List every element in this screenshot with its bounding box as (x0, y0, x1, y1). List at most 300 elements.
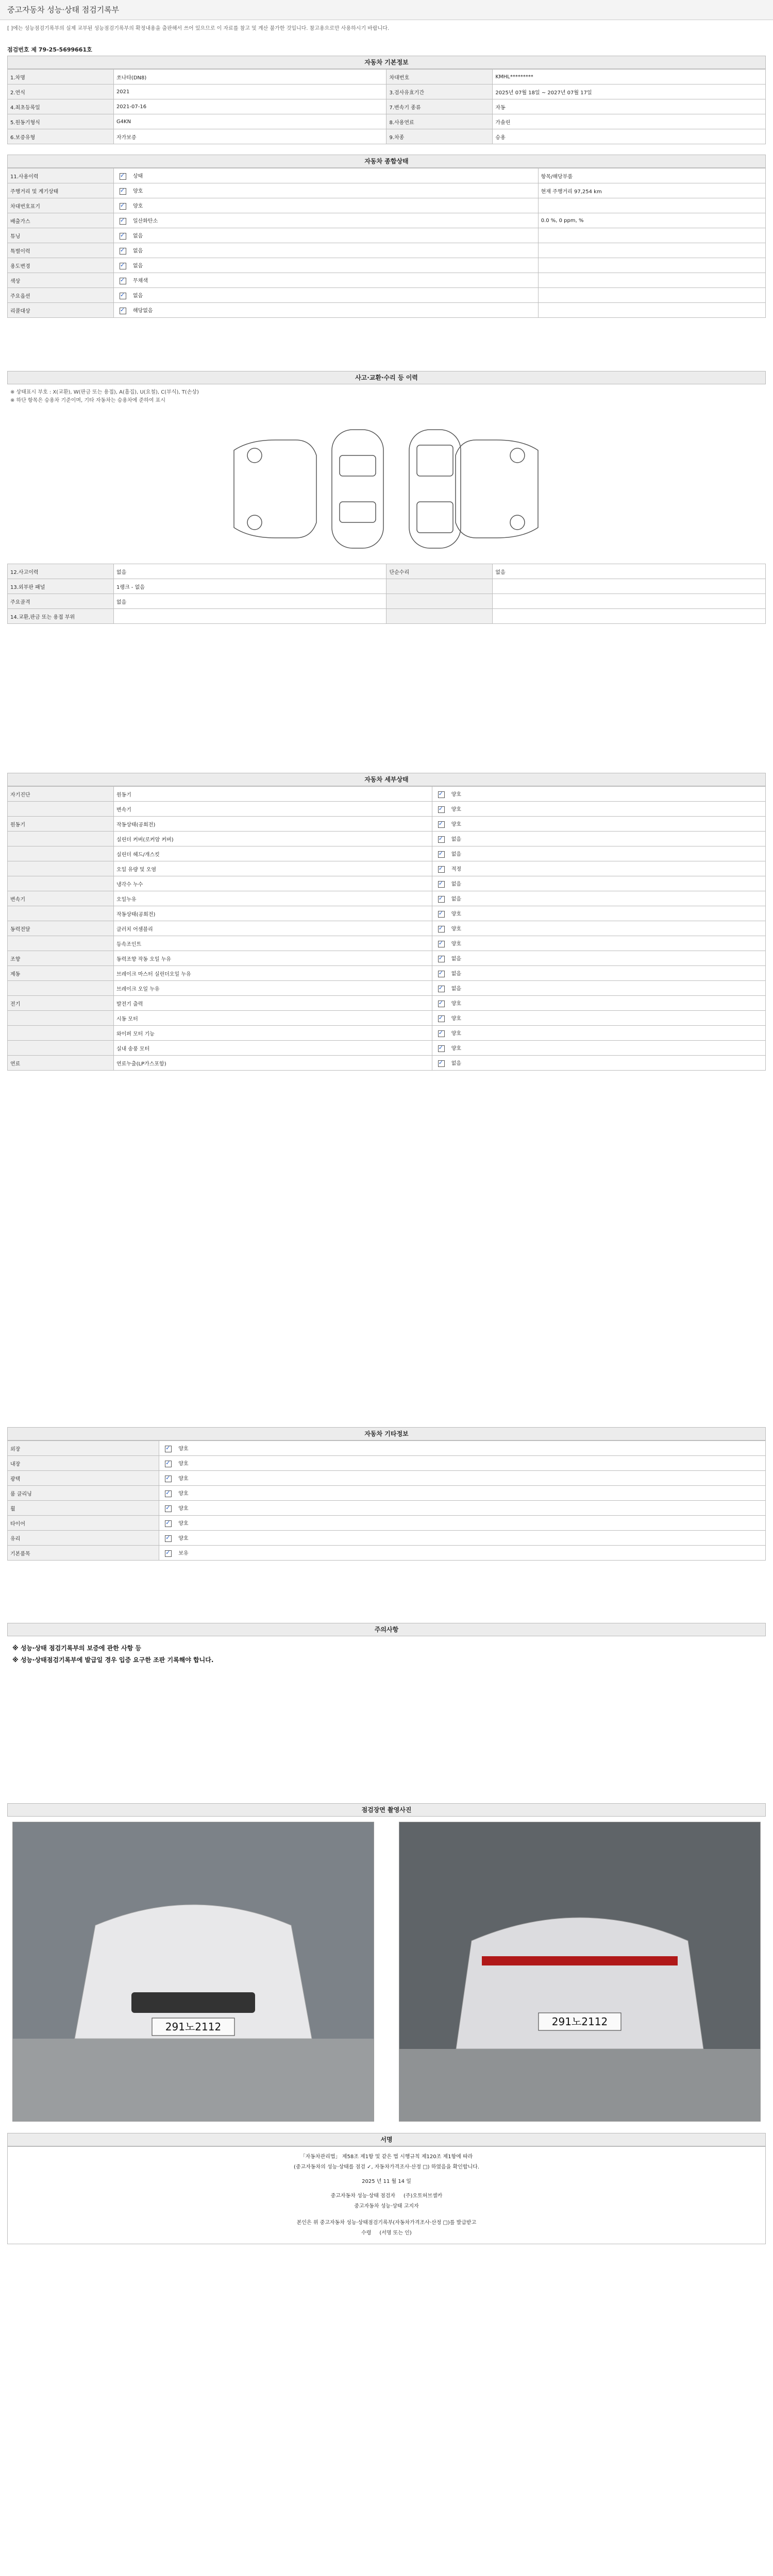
other-row (8, 1501, 766, 1516)
status-state-cell (113, 183, 538, 198)
other-label: 내장 (8, 1456, 159, 1471)
detail-state: 없음 (451, 837, 462, 843)
basic-value: 자동 (493, 99, 766, 114)
status-note (538, 288, 765, 303)
detail-state: 적정 (451, 867, 462, 873)
status-row (8, 258, 766, 273)
caution-final: ※ 성능·상태점검기록부에 발급일 경우 입증 요구한 조판 기록해야 합니다. (12, 1656, 214, 1664)
damage-legend-note: ※ 하단 항목은 승용차 기준이며, 기타 자동차는 승용차에 준하여 표시 (10, 398, 165, 403)
status-check (116, 248, 128, 255)
detail-check (435, 851, 446, 858)
status-note: 현재 주행거리 97,254 km (538, 183, 765, 198)
front-plate-text: 291노2112 (165, 2021, 222, 2033)
checkbox-icon (438, 821, 445, 828)
detail-state-cell (432, 787, 765, 802)
detail-state-cell (432, 817, 765, 832)
status-label: 배출가스 (8, 213, 114, 228)
detail-state: 양호 (451, 911, 462, 918)
detail-state-cell (432, 1026, 765, 1041)
detail-row (8, 1041, 766, 1056)
detail-check (435, 941, 446, 947)
detail-item: 실린더 헤드/개스킷 (113, 846, 432, 861)
checkbox-icon (120, 233, 126, 240)
checkbox-icon (438, 851, 445, 858)
basic-info-table (7, 69, 766, 144)
status-row (8, 243, 766, 258)
basic-info-section (7, 56, 766, 144)
checkbox-icon (120, 278, 126, 284)
damage-value2 (493, 594, 766, 609)
rear-photo (399, 1822, 761, 2122)
status-state: 양호 (132, 204, 143, 210)
status-state: 상태 (132, 174, 143, 180)
status-label: 특별이력 (8, 243, 114, 258)
detail-group (8, 1011, 114, 1026)
other-state: 양호 (178, 1521, 189, 1527)
caution-heading: 주의사항 (7, 1623, 766, 1636)
checkbox-icon (120, 203, 126, 210)
detail-check (435, 881, 446, 888)
basic-value: KMHL********* (493, 70, 766, 84)
status-note: 0.0 %, 0 ppm, % (538, 213, 765, 228)
detail-row (8, 966, 766, 981)
status-state-cell (113, 273, 538, 288)
basic-label: 9.차종 (386, 129, 493, 144)
status-label: 주행거리 및 계기상태 (8, 183, 114, 198)
detail-row (8, 981, 766, 996)
signature-owner-line: 본인은 위 중고자동차 성능·상태점검기록부(자동차가격조사·산정 □)를 발급받고 (296, 2220, 477, 2226)
other-check (162, 1520, 173, 1527)
detail-item: 발전기 출력 (113, 996, 432, 1011)
status-row (8, 213, 766, 228)
status-state-cell (113, 168, 538, 183)
damage-legend (7, 384, 766, 409)
detail-row (8, 802, 766, 817)
detail-state: 없음 (451, 1061, 462, 1067)
detail-row (8, 996, 766, 1011)
basic-row (8, 84, 766, 99)
basic-label: 1.차명 (8, 70, 114, 84)
detail-state: 양호 (451, 1016, 462, 1022)
other-row (8, 1531, 766, 1546)
signature-line2: (중고자동차의 성능·상태를 점검 ✓, 자동차가격조사·산정 □) 하였음을 확인합니다. (293, 2164, 480, 2170)
other-state-cell (159, 1516, 766, 1531)
detail-item: 등속조인트 (113, 936, 432, 951)
damage-value2 (493, 609, 766, 624)
detail-row (8, 861, 766, 876)
status-heading: 자동차 종합상태 (7, 155, 766, 168)
signature-section (7, 2133, 766, 2244)
damage-row (8, 594, 766, 609)
title-bar (0, 0, 773, 20)
damage-label2: 단순수리 (386, 564, 493, 579)
damage-label: 주요골격 (8, 594, 114, 609)
checkbox-icon (438, 896, 445, 903)
other-row (8, 1471, 766, 1486)
status-note (538, 198, 765, 213)
detail-state-cell (432, 966, 765, 981)
damage-label: 12.사고이력 (8, 564, 114, 579)
other-state-cell (159, 1456, 766, 1471)
detail-row (8, 906, 766, 921)
detail-item: 동력조향 작동 오일 누유 (113, 951, 432, 966)
damage-value2: 없음 (493, 564, 766, 579)
detail-item: 작동상태(공회전) (113, 906, 432, 921)
detail-item: 냉각수 누수 (113, 876, 432, 891)
damage-label2 (386, 609, 493, 624)
checkbox-icon (120, 308, 126, 314)
detail-check (435, 1015, 446, 1022)
detail-group (8, 846, 114, 861)
checkbox-icon (438, 866, 445, 873)
detail-row (8, 891, 766, 906)
detail-check (435, 1045, 446, 1052)
status-check (116, 218, 128, 225)
detail-check (435, 911, 446, 918)
rear-plate-text: 291노2112 (551, 2015, 608, 2028)
checkbox-icon (438, 926, 445, 933)
damage-row (8, 579, 766, 594)
other-section (7, 1427, 766, 1561)
other-state: 양호 (178, 1491, 189, 1497)
status-check (116, 278, 128, 284)
status-state: 없음 (132, 263, 143, 269)
basic-value: 자가보증 (113, 129, 386, 144)
status-check (116, 188, 128, 195)
status-check (116, 293, 128, 299)
detail-state-cell (432, 936, 765, 951)
signature-date: 2025 년 11 월 14 일 (362, 2179, 411, 2184)
caution-warning: ※ 성능·상태 점검기록부의 보증에 관한 사항 등 (12, 1645, 141, 1652)
detail-group: 자기진단 (8, 787, 114, 802)
status-state-cell (113, 243, 538, 258)
detail-state-cell (432, 921, 765, 936)
detail-state-cell (432, 846, 765, 861)
signature-inspector-row (8, 2191, 765, 2201)
detail-row (8, 846, 766, 861)
checkbox-icon (120, 248, 126, 255)
status-check (116, 308, 128, 314)
status-note: 항목/해당부품 (538, 168, 765, 183)
detail-state: 양호 (451, 807, 462, 813)
detail-group (8, 832, 114, 846)
status-label: 11.사용이력 (8, 168, 114, 183)
detail-group: 전기 (8, 996, 114, 1011)
detail-check (435, 986, 446, 992)
status-state: 없음 (132, 233, 143, 240)
detail-check (435, 836, 446, 843)
detail-state-cell (432, 861, 765, 876)
detail-group: 제동 (8, 966, 114, 981)
detail-check (435, 1001, 446, 1007)
checkbox-icon (438, 1045, 445, 1052)
detail-state-cell (432, 906, 765, 921)
basic-value: 2021 (113, 84, 386, 99)
detail-group (8, 1026, 114, 1041)
detail-item: 와이퍼 모터 기능 (113, 1026, 432, 1041)
status-row (8, 273, 766, 288)
damage-value (113, 609, 386, 624)
checkbox-icon (438, 836, 445, 843)
other-state-cell (159, 1471, 766, 1486)
detail-check (435, 926, 446, 933)
other-label: 유리 (8, 1531, 159, 1546)
signature-heading: 서명 (7, 2133, 766, 2146)
status-row (8, 168, 766, 183)
other-state: 양호 (178, 1476, 189, 1482)
detail-item: 실내 송풍 모터 (113, 1041, 432, 1056)
status-state: 양호 (132, 189, 143, 195)
checkbox-icon (438, 791, 445, 798)
status-note (538, 258, 765, 273)
status-row (8, 183, 766, 198)
photos-heading: 점검장면 촬영사진 (7, 1803, 766, 1817)
detail-state-cell (432, 996, 765, 1011)
other-label: 외장 (8, 1441, 159, 1456)
detail-row (8, 817, 766, 832)
status-row (8, 228, 766, 243)
document-number: 점검번호 제 79-25-5699661호 (7, 46, 92, 53)
rear-car-image (399, 1822, 760, 2121)
detail-state-cell (432, 1056, 765, 1071)
photos-section (7, 1803, 766, 2126)
detail-item: 클러치 어셈블리 (113, 921, 432, 936)
status-label: 튜닝 (8, 228, 114, 243)
basic-label: 7.변속기 종류 (386, 99, 493, 114)
signature-inspector-name: (주)오토허브셀카 (403, 2193, 443, 2199)
status-state: 무채색 (132, 278, 148, 284)
other-state-cell (159, 1501, 766, 1516)
car-outline-diagram (7, 409, 766, 564)
checkbox-icon (165, 1461, 172, 1467)
detail-table (7, 786, 766, 1071)
detail-group (8, 802, 114, 817)
detail-state: 양호 (451, 822, 462, 828)
basic-label: 8.사용연료 (386, 114, 493, 129)
checkbox-icon (438, 971, 445, 977)
detail-item: 연료누출(LP가스포함) (113, 1056, 432, 1071)
other-state: 양호 (178, 1461, 189, 1467)
other-state: 양호 (178, 1506, 189, 1512)
basic-label: 3.검사유효기간 (386, 84, 493, 99)
detail-row (8, 787, 766, 802)
status-check (116, 173, 128, 180)
checkbox-icon (120, 218, 126, 225)
detail-state: 없음 (451, 852, 462, 858)
other-state-cell (159, 1441, 766, 1456)
status-label: 주요옵션 (8, 288, 114, 303)
basic-value: 승용 (493, 129, 766, 144)
detail-check (435, 1030, 446, 1037)
detail-state: 양호 (451, 792, 462, 798)
damage-label2 (386, 579, 493, 594)
other-row (8, 1546, 766, 1561)
signature-receipt-label: 수령 (361, 2230, 372, 2236)
detail-state: 없음 (451, 882, 462, 888)
detail-state-cell (432, 832, 765, 846)
notice-text: [ ]에는 성능점검기록부의 실제 교부된 성능점검기록부의 확정내용을 출판해서 쓰어 있으므로 이 자료를 참고 및 계산 불가한 것입니다. 참고용으로만 사용하시기 바랍니다. (7, 26, 390, 31)
detail-group: 변속기 (8, 891, 114, 906)
detail-group: 동력전달 (8, 921, 114, 936)
status-label: 색상 (8, 273, 114, 288)
detail-item: 브레이크 마스터 실린더오일 누유 (113, 966, 432, 981)
status-note (538, 303, 765, 318)
checkbox-icon (438, 911, 445, 918)
status-label: 용도변경 (8, 258, 114, 273)
signature-inspector-label: 중고자동차 성능·상태 점검자 (330, 2193, 396, 2199)
status-state: 일산화탄소 (132, 218, 158, 225)
status-check (116, 203, 128, 210)
status-label: 차대번호표기 (8, 198, 114, 213)
detail-state: 양호 (451, 941, 462, 947)
checkbox-icon (120, 293, 126, 299)
checkbox-icon (438, 1060, 445, 1067)
checkbox-icon (165, 1505, 172, 1512)
status-check (116, 263, 128, 269)
basic-value: G4KN (113, 114, 386, 129)
detail-group: 원동기 (8, 817, 114, 832)
detail-state-cell (432, 951, 765, 966)
other-label: 룸 클리닝 (8, 1486, 159, 1501)
detail-row (8, 936, 766, 951)
status-state-cell (113, 288, 538, 303)
other-row (8, 1516, 766, 1531)
basic-row (8, 99, 766, 114)
status-note (538, 228, 765, 243)
damage-row (8, 609, 766, 624)
basic-label: 차대번호 (386, 70, 493, 84)
basic-row (8, 70, 766, 84)
other-row (8, 1456, 766, 1471)
status-state-cell (113, 303, 538, 318)
damage-value: 없음 (113, 564, 386, 579)
other-check (162, 1505, 173, 1512)
detail-section (7, 773, 766, 1071)
status-section (7, 155, 766, 318)
other-label: 기본품목 (8, 1546, 159, 1561)
detail-state: 없음 (451, 971, 462, 977)
other-state: 보유 (178, 1551, 189, 1557)
damage-value: 없음 (113, 594, 386, 609)
detail-group (8, 1041, 114, 1056)
photo-area (7, 1817, 766, 2126)
other-table (7, 1440, 766, 1561)
basic-value: 가솔린 (493, 114, 766, 129)
status-note (538, 243, 765, 258)
detail-item: 작동상태(공회전) (113, 817, 432, 832)
signature-line1: 「자동차관리법」 제58조 제1항 및 같은 법 시행규칙 제120조 제1항에 따라 (300, 2154, 473, 2160)
detail-state: 양호 (451, 926, 462, 933)
basic-info-heading: 자동차 기본정보 (7, 56, 766, 69)
detail-state-cell (432, 876, 765, 891)
detail-check (435, 956, 446, 962)
other-state: 양호 (178, 1446, 189, 1452)
front-photo (12, 1822, 374, 2122)
detail-state-cell (432, 1011, 765, 1026)
status-state: 없음 (132, 248, 143, 255)
detail-row (8, 832, 766, 846)
other-state-cell (159, 1486, 766, 1501)
detail-state-cell (432, 802, 765, 817)
caution-notes (7, 1636, 766, 1672)
detail-state: 양호 (451, 1001, 462, 1007)
other-check (162, 1461, 173, 1467)
detail-check (435, 806, 446, 813)
status-row (8, 288, 766, 303)
checkbox-icon (165, 1550, 172, 1557)
other-label: 타이어 (8, 1516, 159, 1531)
detail-group (8, 981, 114, 996)
detail-heading: 자동차 세부상태 (7, 773, 766, 786)
detail-check (435, 971, 446, 977)
status-check (116, 233, 128, 240)
detail-check (435, 791, 446, 798)
detail-item: 시동 모터 (113, 1011, 432, 1026)
checkbox-icon (165, 1446, 172, 1452)
checkbox-icon (438, 941, 445, 947)
detail-state: 양호 (451, 1031, 462, 1037)
checkbox-icon (438, 1001, 445, 1007)
detail-item: 변속기 (113, 802, 432, 817)
other-check (162, 1535, 173, 1542)
other-state-cell (159, 1531, 766, 1546)
status-table (7, 168, 766, 318)
basic-value: 2025년 07월 18일 ~ 2027년 07월 17일 (493, 84, 766, 99)
detail-row (8, 1026, 766, 1041)
damage-value2 (493, 579, 766, 594)
checkbox-icon (120, 188, 126, 195)
other-check (162, 1550, 173, 1557)
checkbox-icon (120, 263, 126, 269)
page-title: 중고자동차 성능·상태 점검기록부 (7, 5, 120, 14)
checkbox-icon (165, 1520, 172, 1527)
damage-label: 13.외부판 패널 (8, 579, 114, 594)
other-heading: 자동차 기타정보 (7, 1427, 766, 1440)
detail-row (8, 921, 766, 936)
damage-table (7, 564, 766, 624)
signature-sign-label: (서명 또는 인) (379, 2230, 412, 2236)
basic-row (8, 129, 766, 144)
detail-state-cell (432, 981, 765, 996)
status-state-cell (113, 258, 538, 273)
basic-label: 4.최초등록일 (8, 99, 114, 114)
checkbox-icon (165, 1476, 172, 1482)
other-state-cell (159, 1546, 766, 1561)
damage-label2 (386, 594, 493, 609)
detail-row (8, 1056, 766, 1071)
caution-section (7, 1623, 766, 1672)
detail-group (8, 876, 114, 891)
detail-check (435, 896, 446, 903)
detail-group (8, 936, 114, 951)
other-label: 광택 (8, 1471, 159, 1486)
detail-state: 없음 (451, 896, 462, 903)
detail-item: 오일 유량 및 오염 (113, 861, 432, 876)
status-row (8, 198, 766, 213)
damage-label: 14.교환,판금 또는 용접 부위 (8, 609, 114, 624)
damage-legend-symbols: ※ 상태표시 부호 : X(교환), W(판금 또는 용접), A(흠집), U(요철), C(부식), T(손상) (10, 389, 199, 395)
detail-item: 브레이크 오일 누유 (113, 981, 432, 996)
checkbox-icon (120, 173, 126, 180)
status-label: 리콜대상 (8, 303, 114, 318)
detail-item: 원동기 (113, 787, 432, 802)
detail-item: 실린더 커버(로커암 커버) (113, 832, 432, 846)
checkbox-icon (438, 956, 445, 962)
other-row (8, 1486, 766, 1501)
signature-box (7, 2146, 766, 2244)
basic-value: 쏘나타(DN8) (113, 70, 386, 84)
detail-state-cell (432, 891, 765, 906)
